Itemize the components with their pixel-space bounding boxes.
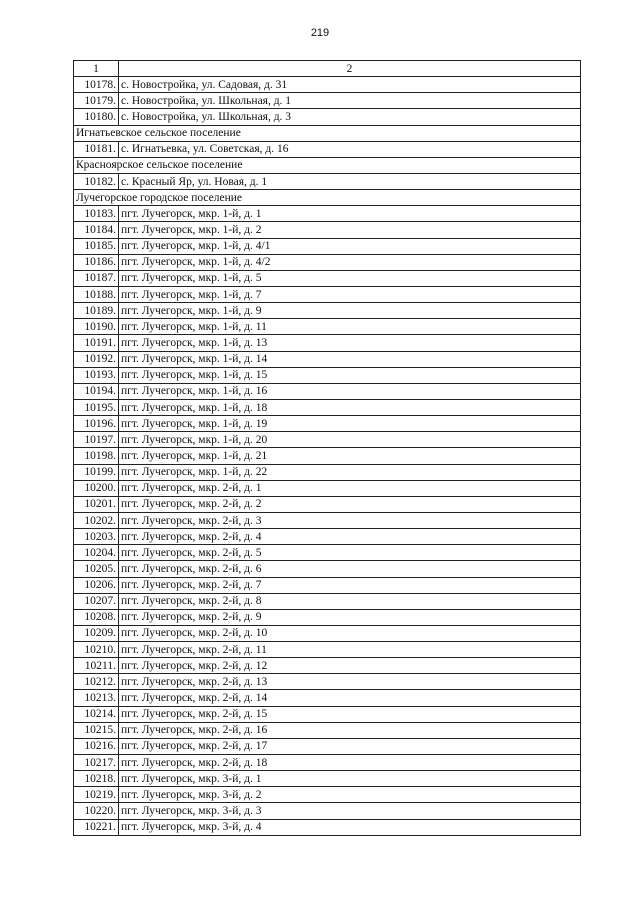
table-row [74, 254, 581, 270]
row-number: 10199. [74, 464, 119, 480]
table-row [74, 819, 581, 835]
row-number: 10195. [74, 399, 119, 415]
row-number: 10180. [74, 109, 119, 125]
table-row [74, 738, 581, 754]
section-title: Красноярское сельское поселение [74, 157, 581, 173]
row-address: пгт. Лучегорск, мкр. 2-й, д. 12 [119, 658, 581, 674]
table-row [74, 577, 581, 593]
row-address: пгт. Лучегорск, мкр. 2-й, д. 10 [119, 625, 581, 641]
row-address: пгт. Лучегорск, мкр. 2-й, д. 1 [119, 480, 581, 496]
table-row [74, 399, 581, 415]
table-row [74, 270, 581, 286]
row-number: 10189. [74, 303, 119, 319]
row-number: 10200. [74, 480, 119, 496]
row-number: 10219. [74, 787, 119, 803]
row-address: пгт. Лучегорск, мкр. 3-й, д. 3 [119, 803, 581, 819]
table-row [74, 351, 581, 367]
table-row [74, 383, 581, 399]
table-row [74, 416, 581, 432]
table-row [74, 787, 581, 803]
row-number: 10201. [74, 496, 119, 512]
row-address: пгт. Лучегорск, мкр. 2-й, д. 14 [119, 690, 581, 706]
row-address: с. Новостройка, ул. Садовая, д. 31 [119, 77, 581, 93]
row-address: пгт. Лучегорск, мкр. 1-й, д. 9 [119, 303, 581, 319]
row-address: пгт. Лучегорск, мкр. 2-й, д. 11 [119, 642, 581, 658]
table-row [74, 690, 581, 706]
row-address: с. Игнатьевка, ул. Советская, д. 16 [119, 141, 581, 157]
row-address: пгт. Лучегорск, мкр. 2-й, д. 15 [119, 706, 581, 722]
table-row [74, 303, 581, 319]
table-row [74, 222, 581, 238]
table-row [74, 658, 581, 674]
table-row [74, 173, 581, 189]
row-address: пгт. Лучегорск, мкр. 3-й, д. 4 [119, 819, 581, 835]
row-number: 10185. [74, 238, 119, 254]
row-number: 10183. [74, 206, 119, 222]
table-row [74, 545, 581, 561]
table-row [74, 755, 581, 771]
column-header-number: 1 [74, 61, 119, 77]
row-number: 10212. [74, 674, 119, 690]
row-address: пгт. Лучегорск, мкр. 2-й, д. 7 [119, 577, 581, 593]
row-address: пгт. Лучегорск, мкр. 1-й, д. 21 [119, 448, 581, 464]
row-number: 10181. [74, 141, 119, 157]
table-row [74, 625, 581, 641]
table-row [74, 706, 581, 722]
table-row [74, 367, 581, 383]
section-title: Игнатьевское сельское поселение [74, 125, 581, 141]
row-address: пгт. Лучегорск, мкр. 1-й, д. 20 [119, 432, 581, 448]
row-number: 10216. [74, 738, 119, 754]
table-row [74, 722, 581, 738]
row-address: с. Новостройка, ул. Школьная, д. 3 [119, 109, 581, 125]
row-address: пгт. Лучегорск, мкр. 1-й, д. 2 [119, 222, 581, 238]
row-number: 10191. [74, 335, 119, 351]
table-row [74, 561, 581, 577]
row-address: пгт. Лучегорск, мкр. 2-й, д. 17 [119, 738, 581, 754]
table-row [74, 642, 581, 658]
section-row [74, 125, 581, 141]
row-address: пгт. Лучегорск, мкр. 3-й, д. 2 [119, 787, 581, 803]
table-row [74, 593, 581, 609]
row-address: пгт. Лучегорск, мкр. 2-й, д. 2 [119, 496, 581, 512]
row-number: 10192. [74, 351, 119, 367]
address-table [73, 60, 581, 836]
row-number: 10214. [74, 706, 119, 722]
row-address: пгт. Лучегорск, мкр. 1-й, д. 18 [119, 399, 581, 415]
row-number: 10190. [74, 319, 119, 335]
row-number: 10196. [74, 416, 119, 432]
table-row [74, 609, 581, 625]
row-address: пгт. Лучегорск, мкр. 1-й, д. 7 [119, 286, 581, 302]
row-number: 10217. [74, 755, 119, 771]
row-number: 10188. [74, 286, 119, 302]
row-address: пгт. Лучегорск, мкр. 1-й, д. 14 [119, 351, 581, 367]
row-address: пгт. Лучегорск, мкр. 1-й, д. 5 [119, 270, 581, 286]
row-address: пгт. Лучегорск, мкр. 1-й, д. 19 [119, 416, 581, 432]
table-row [74, 77, 581, 93]
row-address: пгт. Лучегорск, мкр. 2-й, д. 13 [119, 674, 581, 690]
section-title: Лучегорское городское поселение [74, 190, 581, 206]
row-address: пгт. Лучегорск, мкр. 3-й, д. 1 [119, 771, 581, 787]
row-number: 10221. [74, 819, 119, 835]
table-body [74, 77, 581, 836]
table-row [74, 93, 581, 109]
row-address: пгт. Лучегорск, мкр. 2-й, д. 6 [119, 561, 581, 577]
row-address: пгт. Лучегорск, мкр. 1-й, д. 4/2 [119, 254, 581, 270]
row-number: 10213. [74, 690, 119, 706]
table-row [74, 512, 581, 528]
page-number: 219 [310, 27, 330, 39]
table-row [74, 206, 581, 222]
row-number: 10184. [74, 222, 119, 238]
section-row [74, 157, 581, 173]
row-number: 10178. [74, 77, 119, 93]
row-address: с. Новостройка, ул. Школьная, д. 1 [119, 93, 581, 109]
row-number: 10186. [74, 254, 119, 270]
row-number: 10206. [74, 577, 119, 593]
table-row [74, 432, 581, 448]
row-number: 10209. [74, 625, 119, 641]
table-row [74, 464, 581, 480]
row-number: 10198. [74, 448, 119, 464]
row-number: 10197. [74, 432, 119, 448]
row-number: 10220. [74, 803, 119, 819]
row-address: пгт. Лучегорск, мкр. 2-й, д. 3 [119, 512, 581, 528]
table-row [74, 286, 581, 302]
row-address: пгт. Лучегорск, мкр. 2-й, д. 4 [119, 529, 581, 545]
row-address: пгт. Лучегорск, мкр. 2-й, д. 8 [119, 593, 581, 609]
table-row [74, 448, 581, 464]
table-row [74, 771, 581, 787]
table-row [74, 803, 581, 819]
table-row [74, 109, 581, 125]
row-address: с. Красный Яр, ул. Новая, д. 1 [119, 173, 581, 189]
table-row [74, 319, 581, 335]
table-row [74, 529, 581, 545]
row-number: 10203. [74, 529, 119, 545]
row-address: пгт. Лучегорск, мкр. 1-й, д. 13 [119, 335, 581, 351]
row-address: пгт. Лучегорск, мкр. 2-й, д. 5 [119, 545, 581, 561]
row-address: пгт. Лучегорск, мкр. 1-й, д. 4/1 [119, 238, 581, 254]
row-number: 10182. [74, 173, 119, 189]
table-row [74, 335, 581, 351]
row-number: 10207. [74, 593, 119, 609]
row-number: 10194. [74, 383, 119, 399]
row-number: 10202. [74, 512, 119, 528]
row-number: 10187. [74, 270, 119, 286]
row-address: пгт. Лучегорск, мкр. 1-й, д. 1 [119, 206, 581, 222]
row-number: 10215. [74, 722, 119, 738]
row-number: 10211. [74, 658, 119, 674]
table-row [74, 674, 581, 690]
row-address: пгт. Лучегорск, мкр. 2-й, д. 9 [119, 609, 581, 625]
row-number: 10205. [74, 561, 119, 577]
row-address: пгт. Лучегорск, мкр. 1-й, д. 22 [119, 464, 581, 480]
table-row [74, 238, 581, 254]
row-address: пгт. Лучегорск, мкр. 1-й, д. 11 [119, 319, 581, 335]
table-header-row [74, 61, 581, 77]
row-number: 10204. [74, 545, 119, 561]
table-row [74, 480, 581, 496]
column-header-address: 2 [119, 61, 581, 77]
row-address: пгт. Лучегорск, мкр. 2-й, д. 16 [119, 722, 581, 738]
row-number: 10193. [74, 367, 119, 383]
row-address: пгт. Лучегорск, мкр. 1-й, д. 15 [119, 367, 581, 383]
row-number: 10179. [74, 93, 119, 109]
row-number: 10208. [74, 609, 119, 625]
table-row [74, 496, 581, 512]
section-row [74, 190, 581, 206]
row-address: пгт. Лучегорск, мкр. 2-й, д. 18 [119, 755, 581, 771]
row-number: 10210. [74, 642, 119, 658]
table-row [74, 141, 581, 157]
row-number: 10218. [74, 771, 119, 787]
row-address: пгт. Лучегорск, мкр. 1-й, д. 16 [119, 383, 581, 399]
